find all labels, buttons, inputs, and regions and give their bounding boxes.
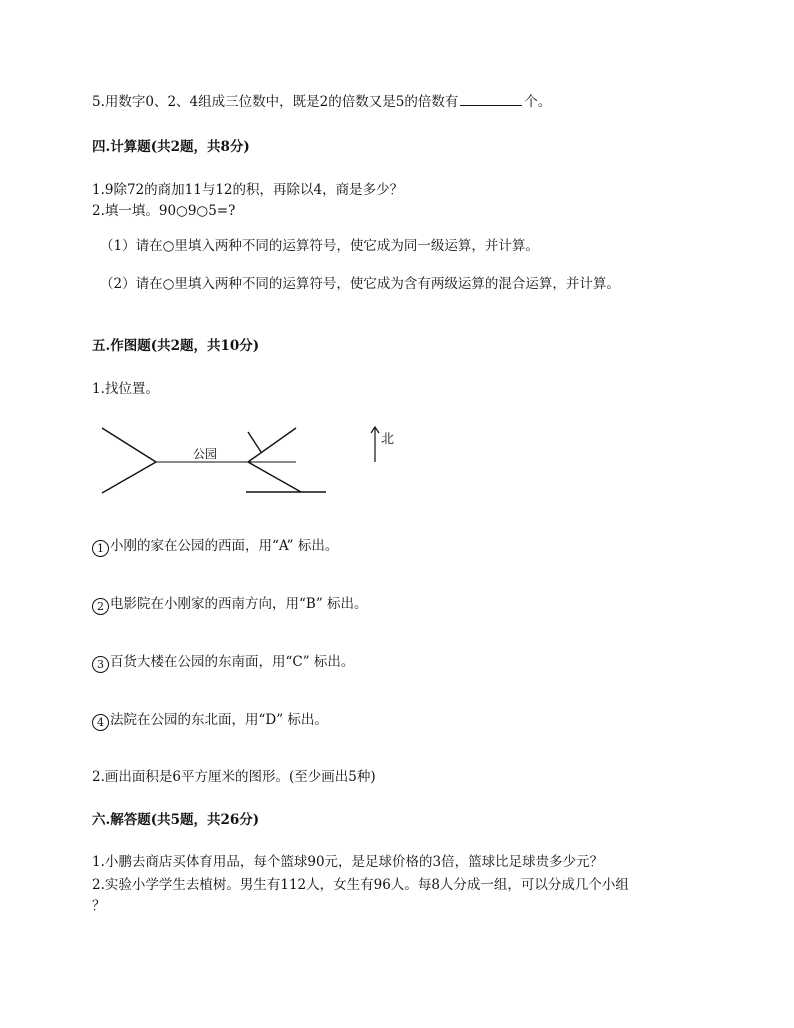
question-5-text: 5.用数字0、2、4组成三位数中，既是2的倍数又是5的倍数有 — [92, 94, 459, 110]
section-5-question-2: 2.画出面积是6平方厘米的图形。(至少画出5种) — [92, 769, 376, 785]
item-text: 电影院在小刚家的西南方向，用“B” 标出。 — [110, 596, 368, 612]
item-text: 百货大楼在公园的东南面，用“C” 标出。 — [110, 654, 355, 670]
section-4-question-1: 1.9除72的商加11与12的积，再除以4，商是多少？ — [92, 182, 404, 198]
section-5-question-1: 1.找位置。 — [92, 381, 159, 397]
road-east-spur — [248, 432, 261, 452]
section-6-question-2-continued: ？ — [92, 898, 106, 914]
question-5 — [92, 93, 551, 111]
road-west-upper — [102, 428, 156, 462]
circled-number: 3 — [92, 656, 109, 673]
section-5-item-3 — [92, 653, 354, 673]
item-text: 法院在公园的东北面，用“D” 标出。 — [110, 712, 328, 728]
section-5-item-2 — [92, 595, 368, 615]
section-5-title: 五.作图题(共2题，共10分) — [92, 338, 260, 354]
section-4-title: 四.计算题(共2题，共8分) — [92, 139, 250, 155]
answer-blank[interactable] — [460, 93, 522, 106]
section-6-title: 六.解答题(共5题，共26分) — [92, 812, 260, 828]
item-text: 小刚的家在公园的西面，用“A” 标出。 — [110, 538, 339, 554]
circled-number: 1 — [92, 540, 109, 557]
circled-number: 2 — [92, 598, 109, 615]
road-east-upper — [248, 428, 296, 462]
question-5-suffix: 个。 — [524, 94, 552, 110]
road-east-lower — [248, 462, 301, 492]
section-4-question-2-part-1: （1）请在○里填入两种不同的运算符号，使它成为同一级运算，并计算。 — [100, 238, 539, 254]
section-6-question-1: 1.小鹏去商店买体育用品，每个篮球90元，是足球价格的3倍，篮球比足球贵多少元？ — [92, 854, 604, 870]
road-west-lower — [102, 462, 156, 493]
section-6-question-2: 2.实验小学学生去植树。男生有112人，女生有96人。每8人分成一组，可以分成几个小组 — [92, 877, 629, 893]
circled-number: 4 — [92, 714, 109, 731]
section-5-item-1 — [92, 537, 338, 557]
section-5-item-4 — [92, 711, 328, 731]
section-4-question-2-part-2: （2）请在○里填入两种不同的运算符号，使它成为含有两级运算的混合运算，并计算。 — [100, 276, 620, 292]
section-4-question-2: 2.填一填。90○9○5=? — [92, 203, 236, 219]
park-label: 公园 — [193, 447, 218, 461]
north-label: 北 — [381, 432, 395, 447]
